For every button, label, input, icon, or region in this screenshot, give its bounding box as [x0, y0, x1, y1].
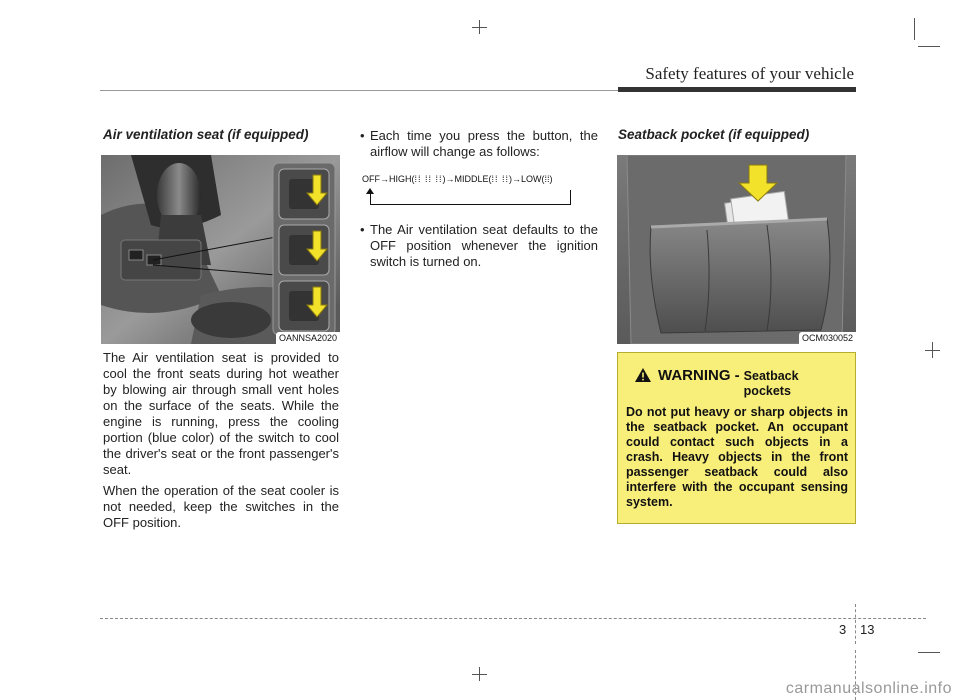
- seat-switch-high: [279, 169, 329, 219]
- crop-mark: [918, 46, 940, 47]
- gear-console-illustration: [101, 155, 340, 344]
- warning-label: WARNING -: [658, 367, 740, 384]
- airflow-sequence: [362, 174, 553, 184]
- sequence-return-line: [370, 194, 371, 205]
- bullet-text: The Air ventilation seat defaults to the OFF position whenever the ignition switch is turned on.: [370, 222, 598, 269]
- arrow-up-icon: [366, 188, 374, 194]
- seq-high: HIGH(: [389, 174, 415, 184]
- air-ventilation-description: [103, 350, 339, 536]
- crop-mark: [925, 350, 940, 351]
- seatback-pocket-photo: [617, 155, 856, 344]
- bullet-default-off: • The Air ventilation seat defaults to the OFF position whenever the ignition switch is turned on.: [360, 222, 598, 269]
- crop-mark: [472, 27, 487, 28]
- warning-text: Do not put heavy or sharp objects in the seatback pocket. An occupant could contact such objects in a crash. Heavy objects in the front passenger seatback could also interfere with the occupant sensing system.: [626, 405, 848, 509]
- airflow-icon-high: ⁞⁞ ⁞⁞ ⁞⁞: [414, 174, 443, 184]
- watermark: carmanualsonline.info: [785, 680, 952, 697]
- warning-header: [634, 367, 824, 399]
- airflow-icon-low: ⁞⁞: [544, 174, 550, 184]
- image-code-label: OANNSA2020: [276, 332, 340, 344]
- seatback-pocket-illustration: [617, 155, 856, 344]
- warning-subject: Seatback pockets: [743, 369, 799, 398]
- bullet-text: Each time you press the button, the airflow will change as follows:: [370, 128, 598, 159]
- seq-arrow: →: [380, 174, 389, 184]
- crop-mark: [918, 652, 940, 653]
- airflow-icon-middle: ⁞⁞ ⁞⁞: [491, 174, 510, 184]
- paragraph: When the operation of the seat cooler is not needed, keep the switches in the OFF position.: [103, 483, 339, 530]
- bullet-airflow-change: • Each time you press the button, the airflow will change as follows:: [360, 128, 598, 159]
- image-code-label: OCM030052: [799, 332, 856, 344]
- seat-switch-middle: [279, 225, 329, 275]
- footer-divider: [855, 604, 856, 644]
- warning-triangle-icon: [634, 367, 652, 383]
- sequence-return-line: [370, 204, 570, 205]
- footer-rule: [100, 618, 926, 619]
- page-header-title: Safety features of your vehicle: [645, 64, 854, 83]
- section-title-air-ventilation: Air ventilation seat (if equipped): [103, 127, 309, 142]
- seq-middle: )→MIDDLE(: [442, 174, 492, 184]
- seq-close: ): [549, 174, 553, 184]
- seq-low: )→LOW(: [509, 174, 545, 184]
- seq-off: OFF: [362, 174, 380, 184]
- section-title-seatback-pocket: Seatback pocket (if equipped): [618, 127, 810, 142]
- chapter-number: 3: [839, 622, 847, 637]
- warning-box: [617, 352, 856, 524]
- crop-mark: [914, 18, 915, 40]
- paragraph: The Air ventilation seat is provided to cool the front seats during hot weather by blowing air through small vent holes on the surface of the seats. While the engine is running, press the cooling portion (blue color) of the switch to cool the driver's seat or the front passenger's seat.: [103, 350, 339, 477]
- sequence-return-line: [570, 190, 571, 205]
- crop-mark: [472, 674, 487, 675]
- air-ventilation-photo: [101, 155, 340, 344]
- header-bar: [618, 87, 856, 92]
- page-number: 13: [860, 622, 875, 637]
- seat-switch-low: [279, 281, 329, 331]
